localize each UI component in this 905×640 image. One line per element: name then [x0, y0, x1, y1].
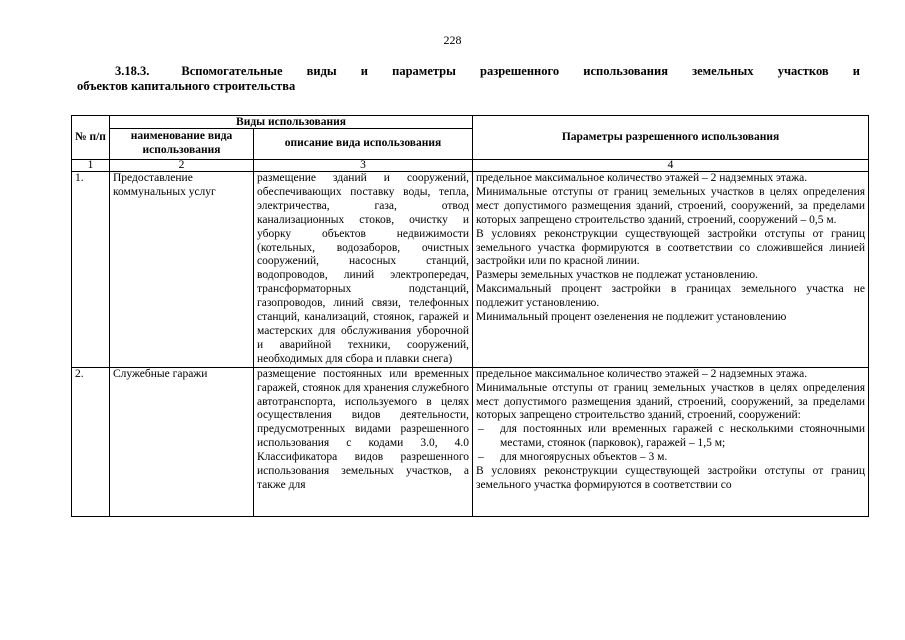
header-name: наименование вида использования	[110, 129, 254, 160]
list-item	[476, 423, 865, 451]
section-title-line2: объектов капитального строительства	[77, 79, 296, 93]
section-number: 3.18.3.	[115, 64, 150, 78]
param-line: предельное максимальное количество этажей – 2 надземных этажа.	[476, 367, 808, 380]
param-line: В условиях реконструкции существующей застройки отступы от границ земельного участка формируются в соответствии со сложившейся линией застройки или по красной линии.	[476, 227, 866, 268]
param-line: Минимальный процент озеленения не подлежит установлению	[476, 311, 787, 324]
header-types-group: Виды использования	[110, 116, 473, 129]
column-index: 4	[473, 160, 869, 172]
list-marker: –	[478, 423, 484, 436]
param-line: предельное максимальное количество этажей – 2 надземных этажа.	[476, 172, 808, 184]
section-title-line1: Вспомогательные виды и параметры разрешенного использования земельных участков и	[181, 64, 860, 78]
use-name: Служебные гаражи	[110, 367, 254, 516]
list-item	[476, 451, 865, 465]
header-params: Параметры разрешенного использования	[473, 116, 869, 160]
param-line: Минимальные отступы от границ земельных участков в целях определения мест допустимого размещения зданий, строений, сооружений, за пределами которых запрещено строительство зданий, строений, сооружений:	[476, 381, 866, 422]
param-line: Размеры земельных участков не подлежат установлению.	[476, 269, 758, 282]
list-item-text: для многоярусных объектов – 3 м.	[500, 451, 668, 464]
section-heading	[77, 64, 860, 94]
use-description: размещение зданий и сооружений, обеспечивающих поставку воды, тепла, электричества, газа, отвод канализационных стоков, очистку и уборку объектов недвижимости (котельных, водозаборов, очистных сооружений, насосных станций, водопроводов, линий электропередач, трансформаторных подстанций, газопроводов, линий связи, телефонных станций, канализаций, стоянок, гаражей и мастерских для обслуживания уборочной и аварийной техники, сооружений, необходимых для сбора и плавки снега)	[254, 172, 473, 368]
table-row	[72, 367, 869, 516]
list-item-text: для постоянных или временных гаражей с несколькими стояночными местами, стоянок (парковок), гаражей – 1,5 м;	[500, 423, 866, 450]
param-line: В условиях реконструкции существующей застройки отступы от границ земельного участка формируются в соответствии со	[476, 465, 866, 491]
column-index-row	[72, 160, 869, 172]
use-params	[473, 172, 869, 368]
row-number: 1.	[72, 172, 110, 368]
table-row	[72, 172, 869, 368]
column-index: 1	[72, 160, 110, 172]
permitted-use-table	[71, 115, 869, 517]
param-line: Минимальные отступы от границ земельных участков в целях определения мест допустимого размещения зданий, строений, сооружений, за пределами которых запрещено строительство зданий, строений, сооружений – 0,5 м.	[476, 185, 866, 226]
column-index: 2	[110, 160, 254, 172]
row-number: 2.	[72, 367, 110, 516]
header-num: № п/п	[72, 116, 110, 160]
header-description: описание вида использования	[254, 129, 473, 160]
use-description: размещение постоянных или временных гаражей, стоянок для хранения служебного автотранспорта, используемого в целях осуществления видов деятельности, предусмотренных видами разрешенного использования с кодами 3.0, 4.0 Классификатора видов разрешенного использования земельных участков, а также для	[257, 367, 470, 491]
use-name: Предоставление коммунальных услуг	[110, 172, 254, 368]
use-params	[476, 368, 865, 516]
param-line: Максимальный процент застройки в границах земельного участка не подлежит установлению.	[476, 283, 866, 310]
list-marker: –	[478, 451, 484, 464]
column-index: 3	[254, 160, 473, 172]
page-number: 228	[443, 33, 462, 47]
